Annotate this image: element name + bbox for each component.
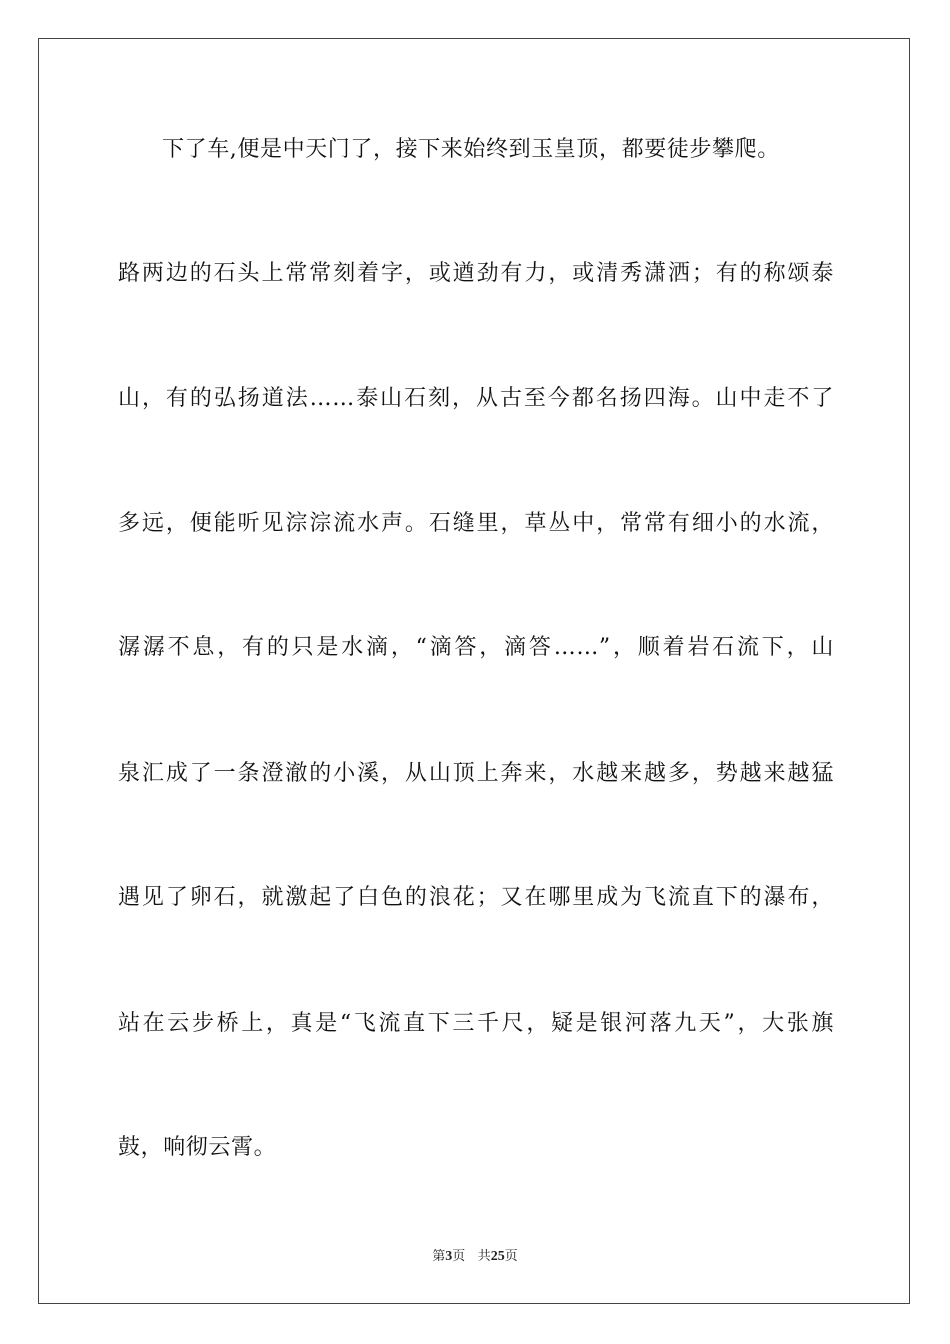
paragraph-line-7: 遇见了卵石，就激起了白色的浪花；又在哪里成为飞流直下的瀑布， xyxy=(118,885,834,910)
page-footer xyxy=(0,1248,950,1266)
footer-page-suffix: 页 xyxy=(452,1249,466,1264)
paragraph-line-5: 潺潺不息，有的只是水滴，“滴答，滴答……”，顺着岩石流下，山 xyxy=(118,635,834,660)
footer-total-pages: 25 xyxy=(490,1249,505,1264)
paragraph-line-4: 多远，便能听见淙淙流水声。石缝里，草丛中，常常有细小的水流， xyxy=(118,511,834,536)
footer-page-prefix: 第 xyxy=(432,1249,446,1264)
footer-total-prefix: 共 xyxy=(477,1249,491,1264)
paragraph-line-9: 鼓，响彻云霄。 xyxy=(118,1135,277,1160)
paragraph-line-8: 站在云步桥上，真是“飞流直下三千尺，疑是银河落九天”，大张旗 xyxy=(118,1011,834,1036)
paragraph-line-3: 山，有的弘扬道法……泰山石刻，从古至今都名扬四海。山中走不了 xyxy=(118,386,834,411)
page-border xyxy=(38,38,910,1304)
paragraph-line-1: 下了车,便是中天门了，接下来始终到玉皇顶，都要徒步攀爬。 xyxy=(162,137,780,162)
paragraph-line-2: 路两边的石头上常常刻着字，或遒劲有力，或清秀潇洒；有的称颂泰 xyxy=(118,261,834,286)
footer-total-suffix: 页 xyxy=(504,1249,518,1264)
paragraph-line-6: 泉汇成了一条澄澈的小溪，从山顶上奔来，水越来越多，势越来越猛 xyxy=(118,761,834,786)
footer-page-number: 3 xyxy=(445,1249,453,1264)
